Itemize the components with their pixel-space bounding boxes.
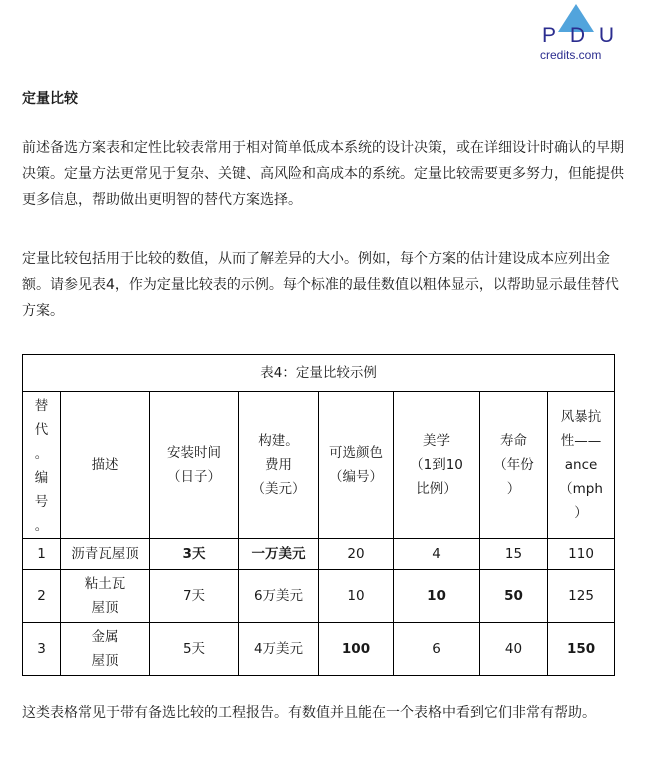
section-heading: 定量比较: [22, 91, 78, 107]
header-description: 描述: [61, 392, 150, 539]
cell-install-time: 5天: [150, 623, 239, 676]
cell-id: 2: [23, 570, 61, 623]
paragraph-intro: 前述备选方案表和定性比较表常用于相对简单低成本系统的设计决策，或在详细设计时确认的早期决策。定量方法更常见于复杂、关键、高风险和高成本的系统。定量比较需要更多努力，但能提供更多信息，帮助做出更明智的替代方案选择。: [22, 140, 624, 208]
pdu-credits-logo: [536, 2, 616, 64]
table-caption: 表4：定量比较示例: [23, 355, 615, 392]
paragraph-quantitative: 定量比较包括用于比较的数值，从而了解差异的大小。例如，每个方案的估计建设成本应列出金额。请参见表4，作为定量比较表的示例。每个标准的最佳数值以粗体显示，以帮助显示最佳替代方案。: [22, 251, 619, 319]
cell-color-options: 100: [319, 623, 394, 676]
cell-lifespan: 15: [480, 539, 548, 570]
cell-id: 3: [23, 623, 61, 676]
header-alt-number: 替 代 。 编 号 。: [23, 392, 61, 539]
cell-aesthetics: 10: [394, 570, 480, 623]
header-aesthetics: 美学 （1到10 比例）: [394, 392, 480, 539]
cell-build-cost: 6万美元: [239, 570, 319, 623]
cell-storm-resistance: 125: [548, 570, 615, 623]
cell-build-cost: 一万美元: [239, 539, 319, 570]
cell-description: 金属 屋顶: [61, 623, 150, 676]
header-color-options: 可选颜色 （编号）: [319, 392, 394, 539]
logo-subtext: credits.com: [540, 48, 602, 62]
logo-letter-d: D: [569, 24, 585, 47]
table-row: [23, 539, 615, 570]
header-lifespan: 寿命 （年份 ）: [480, 392, 548, 539]
cell-install-time: 7天: [150, 570, 239, 623]
table-row: [23, 623, 615, 676]
header-install-time: 安装时间 （日子）: [150, 392, 239, 539]
cell-color-options: 20: [319, 539, 394, 570]
cell-aesthetics: 4: [394, 539, 480, 570]
table-header-row: [23, 392, 615, 539]
table-row: [23, 570, 615, 623]
cell-aesthetics: 6: [394, 623, 480, 676]
logo-letter-u: U: [598, 24, 614, 47]
cell-install-time: 3天: [150, 539, 239, 570]
cell-lifespan: 50: [480, 570, 548, 623]
cell-storm-resistance: 110: [548, 539, 615, 570]
logo-letters: [542, 24, 614, 48]
header-build-cost: 构建。 费用 （美元）: [239, 392, 319, 539]
paragraph-conclusion: 这类表格常见于带有备选比较的工程报告。有数值并且能在一个表格中看到它们非常有帮助。: [22, 705, 596, 721]
header-storm-resistance: 风暴抗 性—— ance （mph ）: [548, 392, 615, 539]
comparison-table: [22, 354, 615, 676]
cell-id: 1: [23, 539, 61, 570]
cell-color-options: 10: [319, 570, 394, 623]
cell-lifespan: 40: [480, 623, 548, 676]
cell-storm-resistance: 150: [548, 623, 615, 676]
cell-description: 粘土瓦 屋顶: [61, 570, 150, 623]
cell-build-cost: 4万美元: [239, 623, 319, 676]
cell-description: 沥青瓦屋顶: [61, 539, 150, 570]
logo-letter-p: P: [542, 24, 557, 47]
